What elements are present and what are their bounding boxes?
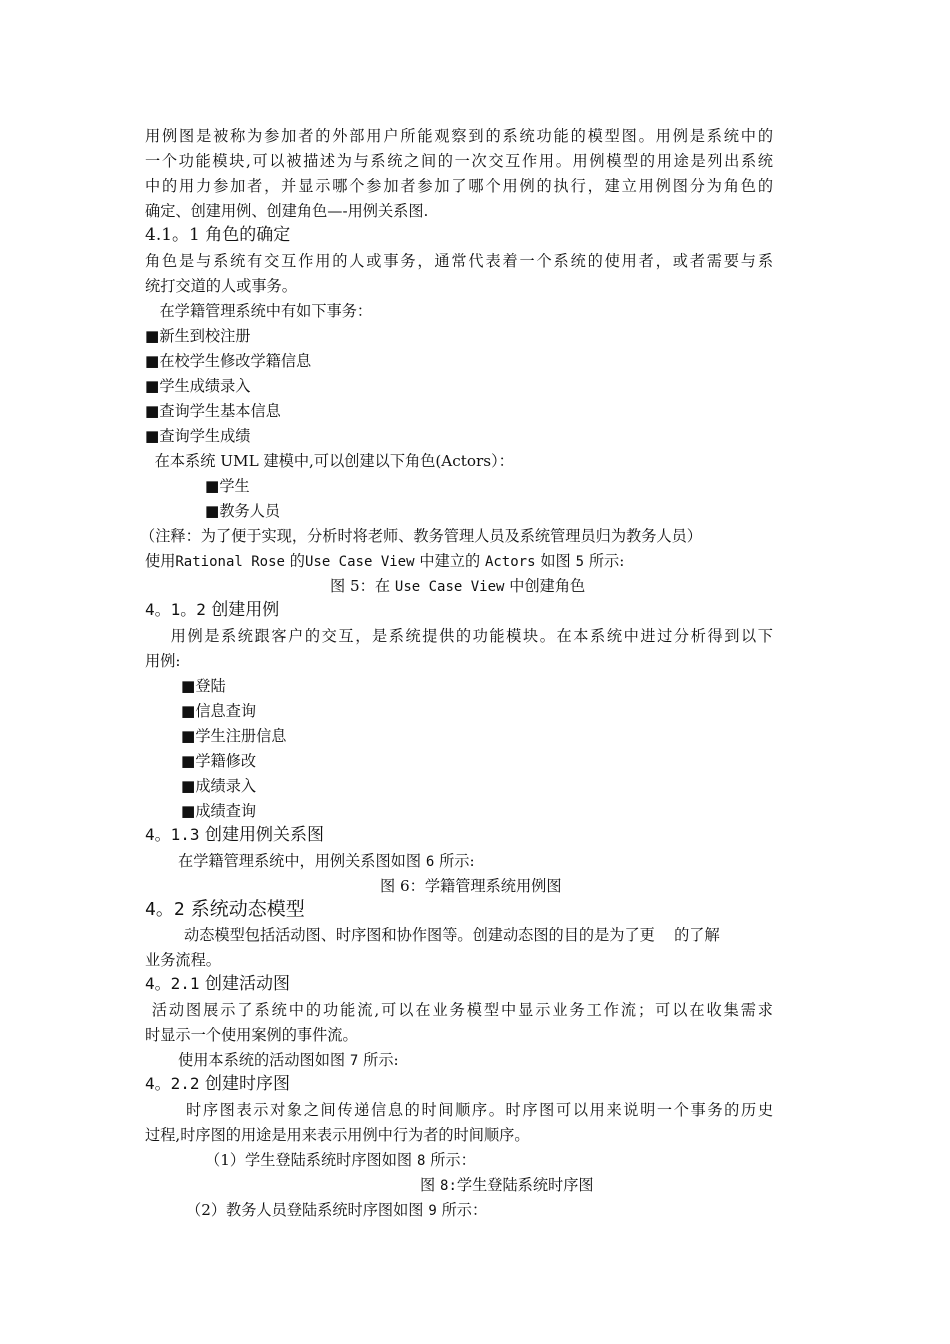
dynamic-model-line-1: 动态模型包括活动图、时序图和协作图等。创建动态图的目的是为了更 的了解 [184, 926, 720, 944]
activity-diagram-line-1: 活动图展示了系统中的功能流,可以在业务模型中显示业务工作流；可以在收集需求 [145, 1001, 773, 1019]
list-item: ■ 查询学生基本信息 [145, 401, 281, 421]
role-definition-line-2: 统打交道的人或事务。 [145, 277, 297, 295]
use-case-item: ■ 登陆 [181, 676, 226, 696]
use-case-item: ■ 信息查询 [181, 701, 256, 721]
dynamic-model-line-2: 业务流程。 [145, 951, 221, 969]
actor-item: ■ 教务人员 [205, 501, 280, 521]
section-heading-4-1-2: 4。1。2 创建用例 [145, 600, 280, 620]
intro-line-3: 中的用力参加者，并显示哪个参加者参加了哪个用例的执行，建立用例图分为角色的 [145, 177, 773, 195]
activity-diagram-line-3: 使用本系统的活动图如图 7 所示: [178, 1051, 399, 1069]
rational-rose-line: 使用Rational Rose 的Use Case View 中建立的 Actors 如图 5 所示: [145, 552, 625, 570]
intro-line-4: 确定、创建用例、创建角色—-用例关系图. [145, 202, 429, 220]
sequence-diagram-line-1: 时序图表示对象之间传递信息的时间顺序。时序图可以用来说明一个事务的历史 [186, 1101, 773, 1119]
intro-line-2: 一个功能模块,可以被描述为与系统之间的一次交互作用。用例模型的用途是列出系统 [145, 152, 773, 170]
use-case-intro-line-2: 用例: [145, 652, 181, 670]
sequence-diagram-item-2: （2）教务人员登陆系统时序图如图 9 所示： [186, 1201, 488, 1219]
figure-6-caption: 图 6：学籍管理系统用例图 [380, 877, 562, 895]
sequence-diagram-line-2: 过程,时序图的用途是用来表示用例中行为者的时间顺序。 [145, 1126, 530, 1144]
affairs-intro: 在学籍管理系统中有如下事务： [145, 302, 373, 320]
role-definition-line-1: 角色是与系统有交互作用的人或事务，通常代表着一个系统的使用者，或者需要与系 [145, 252, 773, 270]
use-case-item: ■ 成绩录入 [181, 776, 256, 796]
figure-5-caption: 图 5：在 Use Case View 中创建角色 [330, 577, 586, 595]
list-item: ■ 新生到校注册 [145, 326, 250, 346]
section-heading-4-1-1: 4.1。1 角色的确定 [145, 225, 291, 245]
actor-item: ■ 学生 [205, 476, 250, 496]
actors-intro: 在本系统 UML 建模中,可以创建以下角色(Actors）： [145, 452, 514, 470]
use-case-intro-line-1: 用例是系统跟客户的交互，是系统提供的功能模块。在本系统中进过分析得到以下 [145, 627, 773, 645]
use-case-item: ■ 学籍修改 [181, 751, 256, 771]
section-heading-4-2: 4。2 系统动态模型 [145, 898, 305, 920]
sequence-diagram-item-1: （1）学生登陆系统时序图如图 8 所示： [205, 1151, 476, 1169]
list-item: ■ 学生成绩录入 [145, 376, 250, 396]
section-heading-4-2-1: 4。2.1 创建活动图 [145, 974, 290, 994]
use-case-item: ■ 成绩查询 [181, 801, 256, 821]
list-item: ■ 查询学生成绩 [145, 426, 250, 446]
section-heading-4-1-3: 4。1.3 创建用例关系图 [145, 825, 324, 845]
figure-8-caption: 图 8:学生登陆系统时序图 [420, 1176, 594, 1194]
intro-line-1: 用例图是被称为参加者的外部用户所能观察到的系统功能的模型图。用例是系统中的 [145, 127, 773, 145]
note-line: （注释：为了便于实现，分析时将老师、教务管理人员及系统管理员归为教务人员） [140, 527, 702, 545]
use-case-diagram-line: 在学籍管理系统中，用例关系图如图 6 所示: [178, 852, 475, 870]
section-heading-4-2-2: 4。2.2 创建时序图 [145, 1074, 290, 1094]
activity-diagram-line-2: 时显示一个使用案例的事件流。 [145, 1026, 358, 1044]
use-case-item: ■ 学生注册信息 [181, 726, 286, 746]
list-item: ■ 在校学生修改学籍信息 [145, 351, 311, 371]
